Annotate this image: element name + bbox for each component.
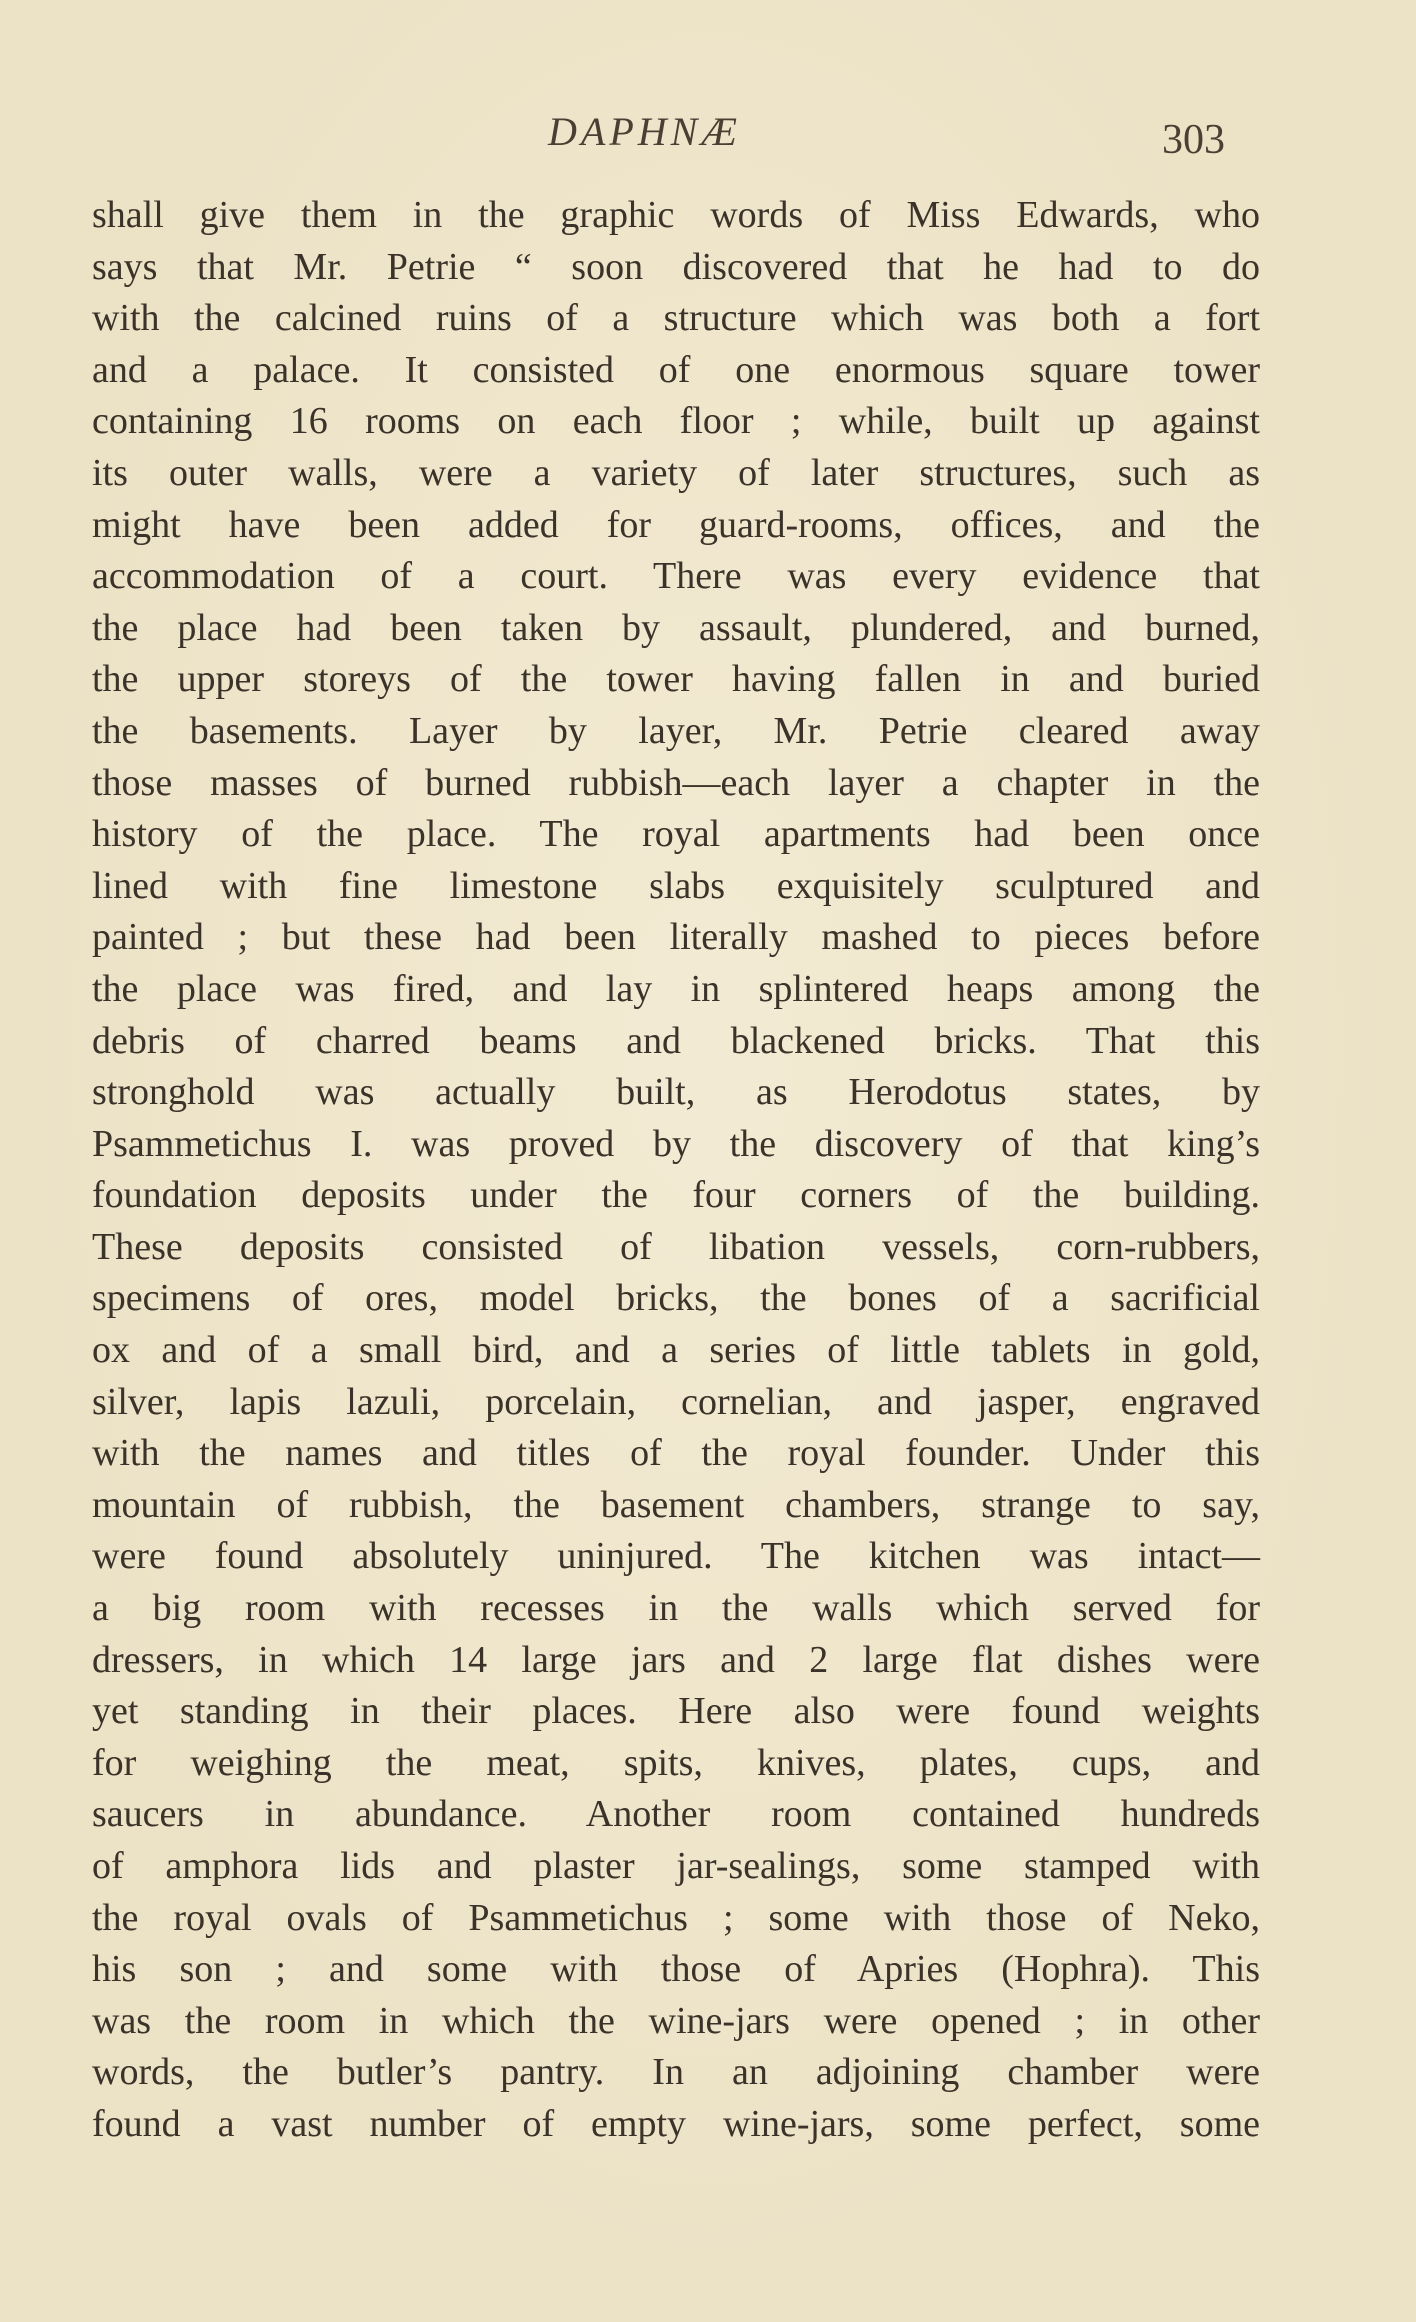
text-line: was the room in which the wine-jars were opened ; in other <box>92 1999 1260 2042</box>
text-line: its outer walls, were a variety of later structures, such as <box>92 451 1260 494</box>
text-line: says that Mr. Petrie “ soon discovered that he had to do <box>92 245 1260 288</box>
page-number: 303 <box>1162 117 1225 163</box>
text-line: the upper storeys of the tower having fallen in and buried <box>92 658 1260 701</box>
text-line: and a palace. It consisted of one enormous square tower <box>92 348 1260 391</box>
text-line: words, the butler’s pantry. In an adjoining chamber were <box>92 2051 1260 2094</box>
text-line: the royal ovals of Psammetichus ; some with those of Neko, <box>92 1896 1260 1939</box>
text-line: specimens of ores, model bricks, the bones of a sacrificial <box>92 1277 1260 1320</box>
text-line: those masses of burned rubbish—each layer a chapter in the <box>92 761 1260 804</box>
text-line: for weighing the meat, spits, knives, plates, cups, and <box>92 1741 1260 1784</box>
text-line: saucers in abundance. Another room contained hundreds <box>92 1793 1260 1836</box>
text-line: history of the place. The royal apartments had been once <box>92 813 1260 856</box>
text-line: debris of charred beams and blackened bricks. That this <box>92 1019 1260 1062</box>
text-line: foundation deposits under the four corners of the building. <box>92 1174 1260 1217</box>
text-line: painted ; but these had been literally mashed to pieces before <box>92 916 1260 959</box>
text-line: of amphora lids and plaster jar-sealings, some stamped with <box>92 1845 1260 1887</box>
text-line: stronghold was actually built, as Herodotus states, by <box>92 1071 1260 1114</box>
text-line: mountain of rubbish, the basement chambers, strange to say, <box>92 1483 1260 1526</box>
text-line: These deposits consisted of libation vessels, corn-rubbers, <box>92 1225 1260 1268</box>
text-line: the place was fired, and lay in splintered heaps among the <box>92 967 1260 1010</box>
text-line: with the calcined ruins of a structure which was both a fort <box>92 297 1260 340</box>
text-line: found a vast number of empty wine-jars, some perfect, some <box>92 2102 1260 2145</box>
running-title: DAPHNÆ <box>548 109 741 154</box>
body-text <box>92 190 1260 2151</box>
text-line: the place had been taken by assault, plundered, and burned, <box>92 606 1260 649</box>
text-line: with the names and titles of the royal founder. Under this <box>92 1432 1260 1475</box>
text-line: were found absolutely uninjured. The kitchen was intact— <box>92 1535 1260 1578</box>
text-line: the basements. Layer by layer, Mr. Petrie cleared away <box>92 709 1260 752</box>
text-line: accommodation of a court. There was every evidence that <box>92 555 1260 598</box>
text-line: containing 16 rooms on each floor ; while, built up against <box>92 400 1260 443</box>
text-line: yet standing in their places. Here also were found weights <box>92 1690 1260 1733</box>
text-line: his son ; and some with those of Apries (Hophra). This <box>92 1948 1260 1991</box>
text-line: dressers, in which 14 large jars and 2 large flat dishes were <box>92 1638 1260 1681</box>
page-header <box>0 108 1416 168</box>
text-line: Psammetichus I. was proved by the discovery of that king’s <box>92 1122 1260 1165</box>
text-line: might have been added for guard-rooms, offices, and the <box>92 503 1260 546</box>
text-line: lined with fine limestone slabs exquisitely sculptured and <box>92 864 1260 907</box>
text-line: ox and of a small bird, and a series of little tablets in gold, <box>92 1329 1260 1372</box>
text-line: silver, lapis lazuli, porcelain, cornelian, and jasper, engraved <box>92 1380 1260 1423</box>
text-line: a big room with recesses in the walls which served for <box>92 1587 1260 1630</box>
text-line: shall give them in the graphic words of Miss Edwards, who <box>92 194 1260 236</box>
